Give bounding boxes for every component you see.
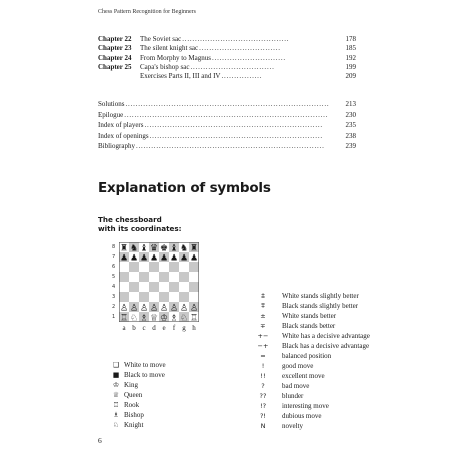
chess-piece-icon: ♟ [169,253,179,264]
chapter-number: Chapter 24 [98,53,132,62]
toc-row [98,35,356,44]
symbol-description: Black to move [124,371,165,379]
file-label: d [152,324,156,332]
rank-label: 8 [112,244,116,250]
chess-piece-icon: ♖ [119,313,129,322]
leader-dots: .......................................... [182,35,290,43]
white-to-move-icon: ❑ [112,361,120,369]
entry-title: Solutions [98,100,125,108]
chess-piece-icon: ♟ [159,253,169,264]
board-square [119,292,129,302]
chess-piece-icon: ♙ [189,303,199,314]
symbol-novelty: N [260,422,266,430]
chess-piece-icon: ♜ [189,243,199,254]
symbol-black-better: ∓ [260,322,266,330]
symbol-white-decisive: +− [257,332,269,340]
chapter-title: Exercises Parts II, III and IV [140,72,221,81]
leader-dots: ................ [221,72,263,81]
board-square [139,262,149,272]
bishop-icon: ♗ [112,411,120,419]
chess-piece-icon: ♟ [139,253,149,264]
toc-row [98,44,356,53]
board-square [129,262,139,272]
chessboard-diagram [119,242,199,322]
board-square [149,262,159,272]
chessboard-heading-line: The chessboard [98,215,162,224]
chess-piece-icon: ♝ [139,243,149,254]
board-square [139,282,149,292]
leader-dots: .................................................................... [149,131,323,140]
symbol-bad-move: ? [261,382,265,390]
page-number: 238 [345,131,356,140]
board-square [129,272,139,282]
rank-label: 3 [112,294,116,300]
entry-title: Index of players [98,121,144,130]
chess-piece-icon: ♗ [139,313,149,322]
board-square [189,282,199,292]
chess-piece-icon: ♕ [149,313,159,322]
queen-icon: ♕ [112,391,120,399]
chess-piece-icon: ♖ [189,313,199,322]
board-square [189,272,199,282]
chapter-number: Chapter 25 [98,62,132,71]
symbol-description: bad move [282,382,310,390]
symbol-description: Bishop [124,411,144,419]
file-label: f [172,324,176,332]
chess-piece-icon: ♘ [179,313,189,322]
chapter-number: Chapter 22 [98,35,132,43]
page-number: 235 [345,121,356,130]
chess-piece-icon: ♙ [129,303,139,314]
board-square [149,272,159,282]
toc-row [98,121,356,132]
leader-dots: ...................................................................... [144,121,323,130]
symbol-description: good move [282,362,314,370]
chapter-title: Capa's bishop sac [140,62,190,71]
toc-row [98,100,356,111]
file-labels [119,324,199,332]
page-number: 209 [345,72,356,81]
board-square [179,262,189,272]
king-icon: ♔ [112,381,120,389]
board-square [169,272,179,282]
page-number: 185 [345,44,356,53]
chess-piece-icon: ♝ [169,243,179,254]
symbol-description: balanced position [282,352,332,360]
chess-piece-icon: ♙ [149,303,159,314]
board-square [179,272,189,282]
board-square [119,282,129,292]
board-square [159,272,169,282]
chess-piece-icon: ♙ [139,303,149,314]
board-square [149,282,159,292]
symbol-description: blunder [282,392,304,400]
chess-piece-icon: ♞ [129,243,139,254]
file-label: e [162,324,166,332]
chess-piece-icon: ♚ [159,243,169,254]
symbol-balanced: = [260,352,266,360]
toc-chapters [98,35,356,81]
chapter-title: The Soviet sac [140,35,182,43]
symbol-dubious-move: ?! [259,412,267,420]
symbol-description: King [124,381,138,389]
section-title: Explanation of symbols [98,180,271,196]
page-number: 192 [345,53,356,62]
rank-label: 4 [112,284,116,290]
entry-title: Index of openings [98,131,149,140]
symbol-white-slightly-better: ⩲ [261,292,265,300]
symbol-description: White stands better [282,312,337,320]
running-header: Chess Pattern Recognition for Beginners [98,9,196,15]
rank-label: 7 [112,254,116,260]
symbol-white-better: ± [260,312,266,320]
knight-icon: ♘ [112,421,120,429]
leader-dots: .......................................................................... [135,142,325,151]
page-number: 239 [345,142,356,151]
page-number: 178 [345,35,356,43]
symbol-interesting-move: !? [259,402,267,410]
board-square [179,292,189,302]
symbol-description: Black stands better [282,322,336,330]
symbol-excellent-move: !! [260,372,266,380]
board-square [159,262,169,272]
page-number: 199 [345,62,356,71]
page-number-folio: 6 [98,436,102,445]
symbol-description: novelty [282,422,303,430]
board-square [119,272,129,282]
rank-label: 2 [112,304,116,310]
entry-title: Bibliography [98,142,135,151]
chess-piece-icon: ♙ [169,303,179,314]
chessboard-heading-line: with its coordinates: [98,224,182,233]
board-square [129,292,139,302]
toc-backmatter [98,100,356,153]
board-square [169,292,179,302]
rank-labels [112,242,118,322]
rank-label: 1 [112,314,116,320]
toc-row [98,63,356,72]
toc-row [98,54,356,63]
symbol-description: dubious move [282,412,322,420]
file-label: g [182,324,186,332]
leader-dots: ................................ [199,44,281,53]
symbol-good-move: ! [261,362,265,370]
chess-piece-icon: ♙ [119,303,129,314]
chapter-title: The silent knight sac [140,44,199,53]
chessboard-heading [98,215,182,233]
chess-piece-icon: ♗ [169,313,179,322]
chess-piece-icon: ♛ [149,243,159,254]
rook-icon: ♖ [112,401,120,409]
toc-row [98,132,356,143]
symbol-description: Black stands slightly better [282,302,359,310]
board-square [139,272,149,282]
page-number: 213 [345,100,356,108]
symbol-blunder: ?? [259,392,267,400]
symbol-description: Knight [124,421,144,429]
board-square [119,262,129,272]
toc-row [98,72,356,81]
symbol-description: interesting move [282,402,329,410]
board-square [159,282,169,292]
board-square [159,292,169,302]
chess-piece-icon: ♘ [129,313,139,322]
chess-piece-icon: ♟ [179,253,189,264]
leader-dots: ................................................................................ [124,110,329,119]
leader-dots: ................................................................................ [125,100,330,108]
chess-piece-icon: ♟ [119,253,129,264]
chapter-title: From Morphy to Magnus [140,53,211,62]
leader-dots: ................................. [190,62,275,71]
chess-piece-icon: ♞ [179,243,189,254]
symbol-description: Black has a decisive advantage [282,342,370,350]
symbol-description: Rook [124,401,140,409]
symbol-black-slightly-better: ⩱ [261,302,265,310]
symbol-description: excellent move [282,372,325,380]
toc-row [98,111,356,122]
symbol-description: White has a decisive advantage [282,332,370,340]
chess-piece-icon: ♔ [159,313,169,322]
rank-label: 5 [112,274,116,280]
file-label: h [192,324,196,332]
file-label: a [122,324,126,332]
entry-title: Epilogue [98,110,124,119]
chapter-number: Chapter 23 [98,44,132,53]
leader-dots: ............................. [211,53,286,62]
board-square [129,282,139,292]
file-label: c [142,324,146,332]
chess-piece-icon: ♟ [129,253,139,264]
black-to-move-icon: ■ [112,371,120,379]
page-number: 230 [345,110,356,119]
board-square [169,282,179,292]
board-square [179,282,189,292]
chess-piece-icon: ♜ [119,243,129,254]
toc-row [98,142,356,153]
symbol-description: White to move [124,361,166,369]
board-square [169,262,179,272]
board-square [189,292,199,302]
symbol-black-decisive: −+ [257,342,269,350]
board-square [189,262,199,272]
chess-piece-icon: ♟ [149,253,159,264]
chess-piece-icon: ♙ [179,303,189,314]
symbol-description: White stands slightly better [282,292,359,300]
symbol-description: Queen [124,391,143,399]
chess-piece-icon: ♙ [159,303,169,314]
chess-piece-icon: ♟ [189,253,199,264]
board-square [149,292,159,302]
rank-label: 6 [112,264,116,270]
board-square [139,292,149,302]
file-label: b [132,324,136,332]
